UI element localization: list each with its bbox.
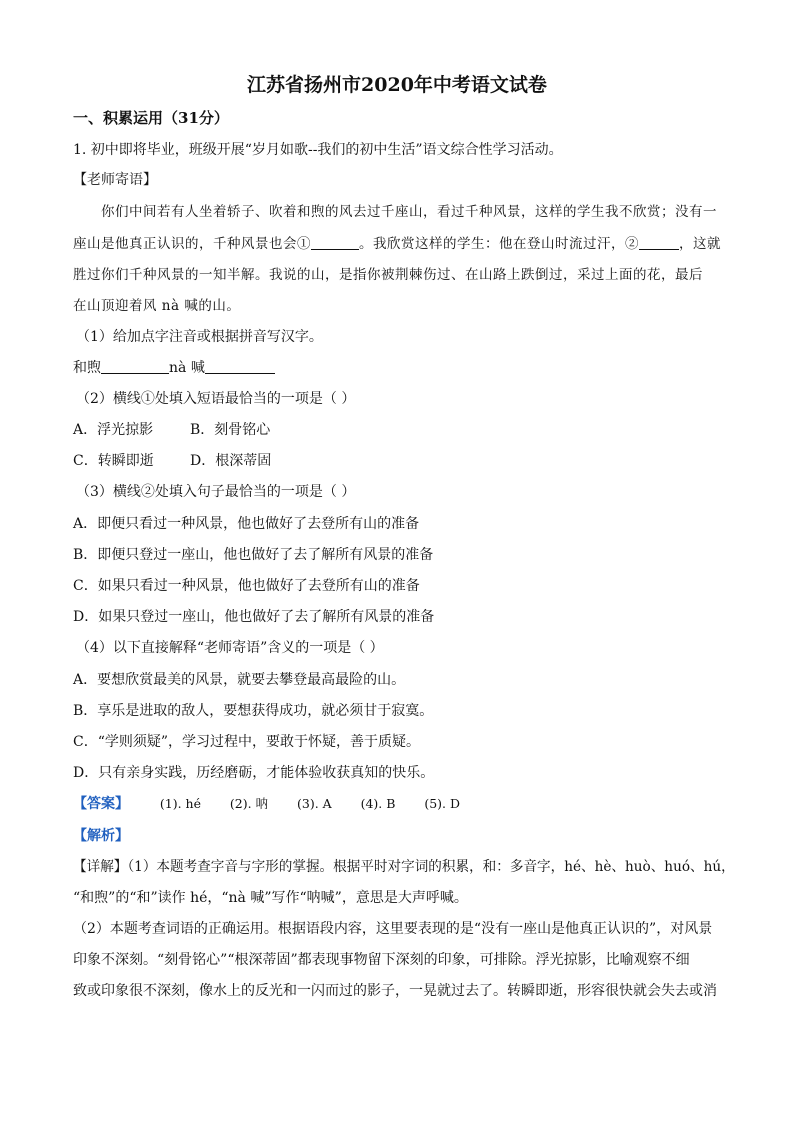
- detail-line-3: （2）本题考查词语的正确运用。根据语段内容，这里要表现的是“没有一座山是他真正认识的”，对风景: [73, 921, 713, 937]
- detail-line-5: 致或印象很不深刻，像水上的反光和一闪而过的影子，一晃就过去了。转瞬即逝，形容很快就会失去或消: [73, 983, 717, 999]
- section-heading: 一、积累运用（31分）: [73, 109, 229, 127]
- sub3-option-b: B．即便只登过一座山，他也做好了去了解所有风景的准备: [73, 547, 434, 563]
- sub1-item-a: 和煦: [73, 360, 101, 376]
- sub4-option-b: B．享乐是进取的敌人，要想获得成功，就必须甘于寂寞。: [73, 703, 434, 719]
- sub4-option-d: D．只有亲身实践，历经磨砺，才能体验收获真知的快乐。: [73, 765, 435, 781]
- detail-line-1: [73, 857, 735, 877]
- sub4-prompt: （4）以下直接解释“老师寄语”含义的一项是（ ）: [76, 640, 384, 656]
- answer-row: [73, 794, 460, 814]
- sub2-option-b: B．刻骨铭心: [190, 422, 271, 438]
- page-title: 江苏省扬州市2020年中考语文试卷: [247, 74, 547, 96]
- answer-5: (5). D: [424, 796, 461, 811]
- sub2-prompt: （2）横线①处填入短语最恰当的一项是（ ）: [76, 391, 356, 407]
- answer-3: (3). A: [296, 796, 332, 811]
- passage-line-2-text-b: 。我欣赏这样的学生：他在登山时流过汗，②: [359, 236, 639, 252]
- passage-line-2: [73, 234, 721, 254]
- sub3-option-d: D．如果只登过一座山，他也做好了去了解所有风景的准备: [73, 609, 435, 625]
- teacher-heading: 【老师寄语】: [73, 172, 157, 188]
- detail-line-2: “和煦”的“和”读作 hé，“nà 喊”写作“呐喊”，意思是大声呼喊。: [73, 890, 468, 906]
- sub4-option-c: C．“学则须疑”，学习过程中，要敢于怀疑，善于质疑。: [73, 734, 421, 750]
- sub1-item-b: nà 喊: [169, 360, 205, 376]
- answer-4: (4). B: [360, 796, 396, 811]
- question-1-stem: 1. 初中即将毕业，班级开展“岁月如歌--我们的初中生活”语文综合性学习活动。: [73, 142, 563, 158]
- passage-line-3: 胜过你们千种风景的一知半解。我说的山，是指你被荆棘伤过、在山路上跌倒过，采过上面的花，最后: [73, 267, 703, 283]
- answer-blank-b: [205, 359, 275, 374]
- sub2-option-c: C．转瞬即逝: [73, 453, 154, 469]
- analysis-label: 【解析】: [73, 828, 129, 844]
- detail-line-4: 印象不深刻。“刻骨铭心”“根深蒂固”都表现事物留下深刻的印象，可排除。浮光掠影，比喻观察不细: [73, 952, 690, 968]
- passage-line-4: 在山顶迎着风 nà 喊的山。: [73, 298, 241, 314]
- answer-2: (2). 呐: [229, 796, 269, 811]
- answer-1: (1). hé: [159, 796, 202, 811]
- sub1-prompt: （1）给加点字注音或根据拼音写汉字。: [76, 329, 323, 345]
- passage-line-1: 你们中间若有人坐着轿子、吹着和煦的风去过千座山，看过千种风景，这样的学生我不欣赏；没有一: [101, 204, 717, 220]
- sub3-prompt: （3）横线②处填入句子最恰当的一项是（ ）: [76, 484, 356, 500]
- sub4-option-a: A．要想欣赏最美的风景，就要去攀登最高最险的山。: [73, 672, 406, 688]
- sub2-option-a: A．浮光掠影: [73, 422, 154, 438]
- detail-line-1-text: （1）本题考查字音与字形的掌握。根据平时对字词的积累，和：多音字，hé、hè、huò、huó、hú，: [127, 859, 735, 875]
- answer-label: 【答案】: [73, 796, 129, 812]
- sub3-option-c: C．如果只看过一种风景，他也做好了去登所有山的准备: [73, 578, 420, 594]
- detail-label: 【详解】: [73, 859, 128, 875]
- blank-1: [311, 235, 359, 250]
- answer-blank-a: [101, 359, 169, 374]
- blank-2: [639, 235, 679, 250]
- passage-line-2-text-c: ，这就: [679, 236, 721, 252]
- sub2-option-d: D．根深蒂固: [190, 453, 272, 469]
- sub3-option-a: A．即便只看过一种风景，他也做好了去登所有山的准备: [73, 516, 420, 532]
- sub1-items: [73, 358, 275, 378]
- passage-line-2-text-a: 座山是他真正认识的，千种风景也会①: [73, 236, 311, 252]
